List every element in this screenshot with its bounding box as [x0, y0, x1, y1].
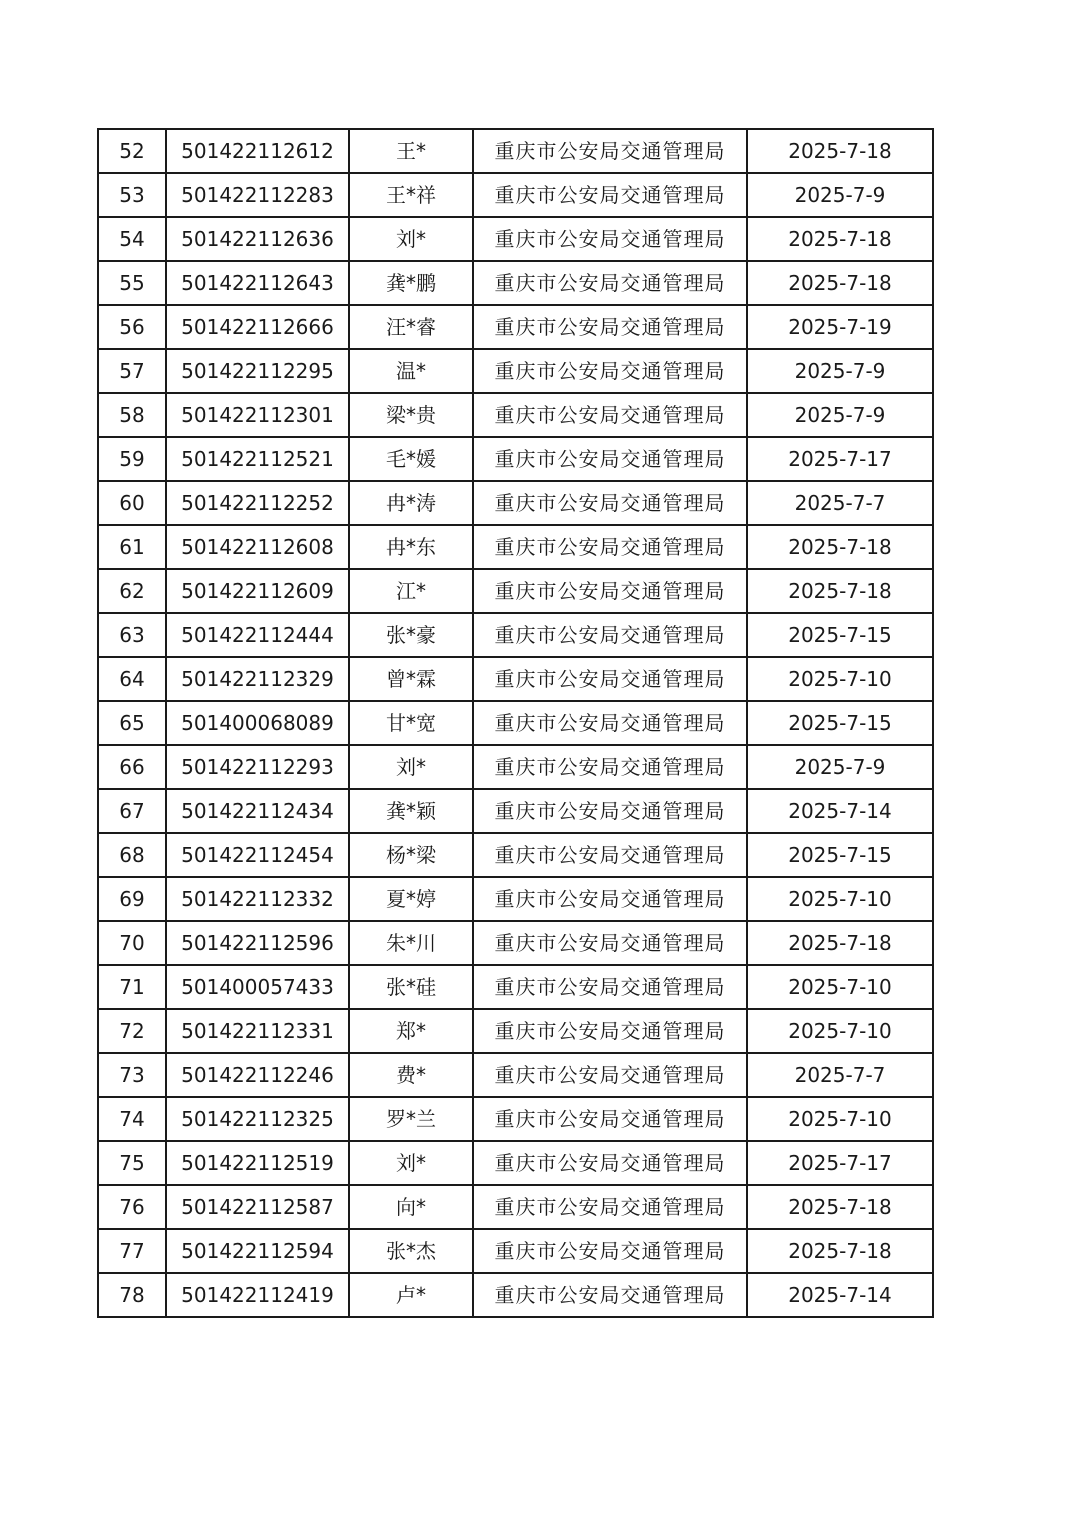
issuing-authority-cell: 重庆市公安局交通管理局: [473, 129, 747, 173]
issuing-authority-cell: 重庆市公安局交通管理局: [473, 1009, 747, 1053]
table-row: [98, 833, 933, 877]
date-cell: 2025-7-15: [747, 833, 933, 877]
record-id-cell: 501422112643: [166, 261, 349, 305]
row-number-cell: 64: [98, 657, 166, 701]
date-cell: 2025-7-17: [747, 1141, 933, 1185]
date-cell: 2025-7-10: [747, 1097, 933, 1141]
person-name-cell: 龚*颖: [349, 789, 473, 833]
row-number-cell: 58: [98, 393, 166, 437]
issuing-authority-cell: 重庆市公安局交通管理局: [473, 877, 747, 921]
issuing-authority-cell: 重庆市公安局交通管理局: [473, 437, 747, 481]
row-number-cell: 61: [98, 525, 166, 569]
date-cell: 2025-7-18: [747, 261, 933, 305]
issuing-authority-cell: 重庆市公安局交通管理局: [473, 261, 747, 305]
record-id-cell: 501422112434: [166, 789, 349, 833]
record-id-cell: 501422112252: [166, 481, 349, 525]
table-row: [98, 349, 933, 393]
record-id-cell: 501422112325: [166, 1097, 349, 1141]
person-name-cell: 冉*东: [349, 525, 473, 569]
table-row: [98, 1229, 933, 1273]
person-name-cell: 曾*霖: [349, 657, 473, 701]
table-row: [98, 789, 933, 833]
record-id-cell: 501422112283: [166, 173, 349, 217]
date-cell: 2025-7-7: [747, 1053, 933, 1097]
record-id-cell: 501422112454: [166, 833, 349, 877]
person-name-cell: 郑*: [349, 1009, 473, 1053]
issuing-authority-cell: 重庆市公安局交通管理局: [473, 1053, 747, 1097]
record-id-cell: 501422112596: [166, 921, 349, 965]
record-id-cell: 501422112519: [166, 1141, 349, 1185]
row-number-cell: 56: [98, 305, 166, 349]
record-id-cell: 501422112609: [166, 569, 349, 613]
table-row: [98, 129, 933, 173]
table-row: [98, 173, 933, 217]
person-name-cell: 张*豪: [349, 613, 473, 657]
person-name-cell: 罗*兰: [349, 1097, 473, 1141]
table-row: [98, 613, 933, 657]
person-name-cell: 江*: [349, 569, 473, 613]
record-id-cell: 501422112332: [166, 877, 349, 921]
record-id-cell: 501422112608: [166, 525, 349, 569]
person-name-cell: 费*: [349, 1053, 473, 1097]
person-name-cell: 刘*: [349, 1141, 473, 1185]
row-number-cell: 60: [98, 481, 166, 525]
row-number-cell: 52: [98, 129, 166, 173]
record-id-cell: 501400057433: [166, 965, 349, 1009]
row-number-cell: 53: [98, 173, 166, 217]
table-row: [98, 745, 933, 789]
table-row: [98, 921, 933, 965]
row-number-cell: 62: [98, 569, 166, 613]
row-number-cell: 69: [98, 877, 166, 921]
person-name-cell: 甘*宽: [349, 701, 473, 745]
record-id-cell: 501422112666: [166, 305, 349, 349]
table-row: [98, 1141, 933, 1185]
record-id-cell: 501422112331: [166, 1009, 349, 1053]
record-id-cell: 501422112594: [166, 1229, 349, 1273]
date-cell: 2025-7-17: [747, 437, 933, 481]
issuing-authority-cell: 重庆市公安局交通管理局: [473, 393, 747, 437]
record-id-cell: 501422112293: [166, 745, 349, 789]
record-id-cell: 501422112419: [166, 1273, 349, 1317]
record-id-cell: 501422112444: [166, 613, 349, 657]
person-name-cell: 杨*梁: [349, 833, 473, 877]
issuing-authority-cell: 重庆市公安局交通管理局: [473, 1273, 747, 1317]
issuing-authority-cell: 重庆市公安局交通管理局: [473, 833, 747, 877]
records-table-body: [98, 129, 933, 1317]
row-number-cell: 70: [98, 921, 166, 965]
person-name-cell: 刘*: [349, 217, 473, 261]
date-cell: 2025-7-18: [747, 1185, 933, 1229]
table-row: [98, 261, 933, 305]
table-row: [98, 1097, 933, 1141]
person-name-cell: 张*杰: [349, 1229, 473, 1273]
record-id-cell: 501422112301: [166, 393, 349, 437]
row-number-cell: 75: [98, 1141, 166, 1185]
issuing-authority-cell: 重庆市公安局交通管理局: [473, 349, 747, 393]
record-id-cell: 501422112612: [166, 129, 349, 173]
date-cell: 2025-7-14: [747, 789, 933, 833]
table-row: [98, 1185, 933, 1229]
issuing-authority-cell: 重庆市公安局交通管理局: [473, 481, 747, 525]
issuing-authority-cell: 重庆市公安局交通管理局: [473, 657, 747, 701]
row-number-cell: 65: [98, 701, 166, 745]
person-name-cell: 温*: [349, 349, 473, 393]
person-name-cell: 夏*婷: [349, 877, 473, 921]
date-cell: 2025-7-18: [747, 129, 933, 173]
row-number-cell: 66: [98, 745, 166, 789]
record-id-cell: 501422112587: [166, 1185, 349, 1229]
date-cell: 2025-7-7: [747, 481, 933, 525]
row-number-cell: 73: [98, 1053, 166, 1097]
issuing-authority-cell: 重庆市公安局交通管理局: [473, 789, 747, 833]
issuing-authority-cell: 重庆市公安局交通管理局: [473, 217, 747, 261]
person-name-cell: 冉*涛: [349, 481, 473, 525]
table-row: [98, 1273, 933, 1317]
person-name-cell: 汪*睿: [349, 305, 473, 349]
issuing-authority-cell: 重庆市公安局交通管理局: [473, 965, 747, 1009]
row-number-cell: 55: [98, 261, 166, 305]
row-number-cell: 57: [98, 349, 166, 393]
date-cell: 2025-7-10: [747, 1009, 933, 1053]
record-id-cell: 501422112521: [166, 437, 349, 481]
table-row: [98, 437, 933, 481]
issuing-authority-cell: 重庆市公安局交通管理局: [473, 701, 747, 745]
person-name-cell: 张*硅: [349, 965, 473, 1009]
table-row: [98, 877, 933, 921]
issuing-authority-cell: 重庆市公安局交通管理局: [473, 613, 747, 657]
date-cell: 2025-7-18: [747, 569, 933, 613]
issuing-authority-cell: 重庆市公安局交通管理局: [473, 1141, 747, 1185]
person-name-cell: 毛*媛: [349, 437, 473, 481]
row-number-cell: 63: [98, 613, 166, 657]
issuing-authority-cell: 重庆市公安局交通管理局: [473, 1229, 747, 1273]
table-row: [98, 701, 933, 745]
person-name-cell: 王*: [349, 129, 473, 173]
date-cell: 2025-7-18: [747, 217, 933, 261]
person-name-cell: 梁*贵: [349, 393, 473, 437]
date-cell: 2025-7-9: [747, 745, 933, 789]
person-name-cell: 向*: [349, 1185, 473, 1229]
row-number-cell: 72: [98, 1009, 166, 1053]
row-number-cell: 78: [98, 1273, 166, 1317]
records-table: [97, 128, 934, 1318]
table-row: [98, 1009, 933, 1053]
date-cell: 2025-7-9: [747, 393, 933, 437]
record-id-cell: 501422112636: [166, 217, 349, 261]
date-cell: 2025-7-18: [747, 1229, 933, 1273]
date-cell: 2025-7-9: [747, 173, 933, 217]
date-cell: 2025-7-9: [747, 349, 933, 393]
table-row: [98, 217, 933, 261]
table-row: [98, 481, 933, 525]
date-cell: 2025-7-10: [747, 657, 933, 701]
date-cell: 2025-7-15: [747, 613, 933, 657]
record-id-cell: 501400068089: [166, 701, 349, 745]
date-cell: 2025-7-18: [747, 525, 933, 569]
table-row: [98, 393, 933, 437]
row-number-cell: 67: [98, 789, 166, 833]
row-number-cell: 76: [98, 1185, 166, 1229]
issuing-authority-cell: 重庆市公安局交通管理局: [473, 745, 747, 789]
issuing-authority-cell: 重庆市公安局交通管理局: [473, 921, 747, 965]
table-row: [98, 569, 933, 613]
row-number-cell: 71: [98, 965, 166, 1009]
issuing-authority-cell: 重庆市公安局交通管理局: [473, 173, 747, 217]
row-number-cell: 54: [98, 217, 166, 261]
record-id-cell: 501422112246: [166, 1053, 349, 1097]
person-name-cell: 王*祥: [349, 173, 473, 217]
person-name-cell: 朱*川: [349, 921, 473, 965]
table-row: [98, 657, 933, 701]
row-number-cell: 68: [98, 833, 166, 877]
table-row: [98, 305, 933, 349]
person-name-cell: 卢*: [349, 1273, 473, 1317]
row-number-cell: 77: [98, 1229, 166, 1273]
date-cell: 2025-7-18: [747, 921, 933, 965]
date-cell: 2025-7-10: [747, 965, 933, 1009]
issuing-authority-cell: 重庆市公安局交通管理局: [473, 525, 747, 569]
date-cell: 2025-7-19: [747, 305, 933, 349]
issuing-authority-cell: 重庆市公安局交通管理局: [473, 305, 747, 349]
person-name-cell: 龚*鹏: [349, 261, 473, 305]
issuing-authority-cell: 重庆市公安局交通管理局: [473, 1097, 747, 1141]
table-row: [98, 525, 933, 569]
row-number-cell: 74: [98, 1097, 166, 1141]
issuing-authority-cell: 重庆市公安局交通管理局: [473, 569, 747, 613]
date-cell: 2025-7-14: [747, 1273, 933, 1317]
date-cell: 2025-7-15: [747, 701, 933, 745]
table-row: [98, 965, 933, 1009]
issuing-authority-cell: 重庆市公安局交通管理局: [473, 1185, 747, 1229]
person-name-cell: 刘*: [349, 745, 473, 789]
record-id-cell: 501422112295: [166, 349, 349, 393]
row-number-cell: 59: [98, 437, 166, 481]
table-row: [98, 1053, 933, 1097]
date-cell: 2025-7-10: [747, 877, 933, 921]
record-id-cell: 501422112329: [166, 657, 349, 701]
